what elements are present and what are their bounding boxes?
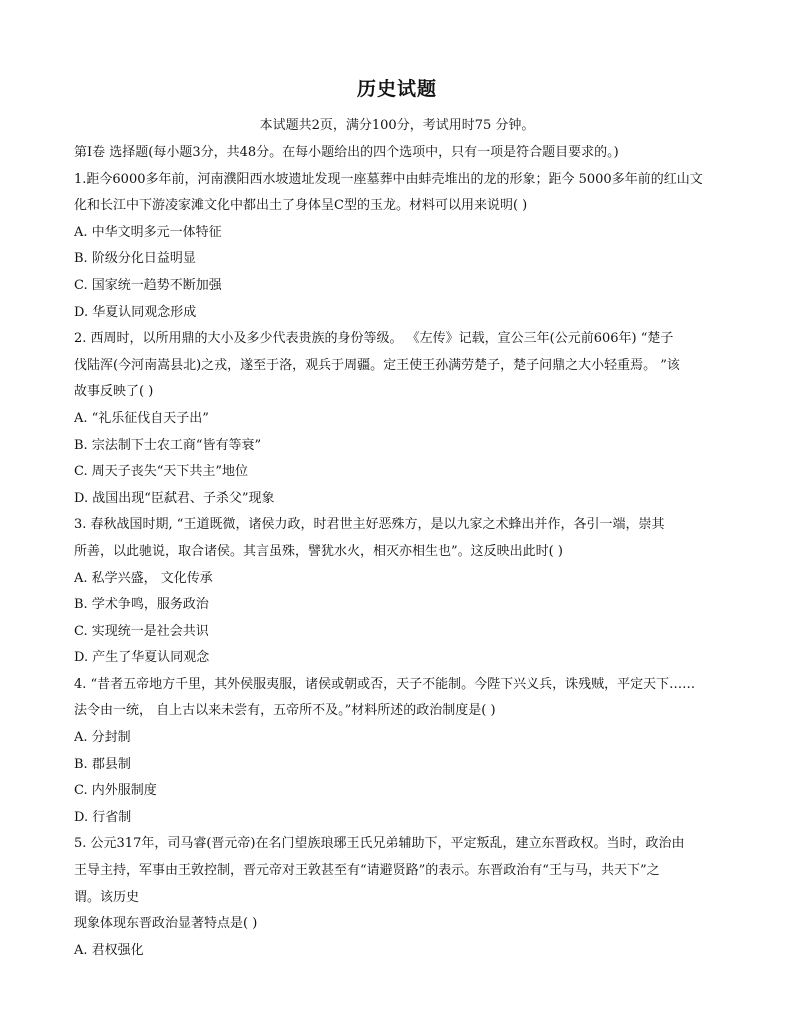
- question-5: [74, 831, 724, 964]
- exam-title: 历史试题: [356, 78, 437, 100]
- option-a: A. 中华文明多元一体特征: [74, 224, 222, 240]
- question-4: [74, 672, 724, 832]
- option-c: C. 内外服制度: [74, 783, 157, 799]
- option-d: D. 行省制: [74, 809, 132, 825]
- question-stem-line: 法令由一统， 自上古以来未尝有，五帝所不及。”材料所述的政治制度是( ): [74, 703, 496, 719]
- question-3: [74, 512, 724, 672]
- option-d: D. 产生了华夏认同观念: [74, 650, 210, 666]
- question-stem-line: 3. 春秋战国时期, “王道既微，诸侯力政，时君世主好恶殊方，是以九家之术蜂出并作，各引一端，崇其: [74, 517, 665, 533]
- question-stem-line: 5. 公元317年，司马睿(晋元帝)在名门望族琅琊王氏兄弟辅助下，平定叛乱，建立东晋政权。当时，政治由: [74, 836, 685, 852]
- question-stem-line: 所善，以此驰说，取合诸侯。其言虽殊，譬犹水火，相灭亦相生也”。这反映出此时( ): [74, 543, 563, 559]
- question-stem-line: 谓。该历史: [74, 889, 140, 905]
- question-stem-line: 现象体现东晋政治显著特点是( ): [74, 916, 258, 932]
- option-c: C. 实现统一是社会共识: [74, 623, 209, 639]
- exam-subtitle: 本试题共2页，满分100分，考试用时75 分钟。: [259, 118, 535, 133]
- question-stem-line: 王导主持，军事由王敦控制，晋元帝对王敦甚至有“请避贤路”的表示。东晋政治有“王与马，共天下”之: [74, 863, 660, 879]
- question-stem-line: 4. “昔者五帝地方千里，其外侯服夷服，诸侯或朝或否，天子不能制。今陛下兴义兵，诛残贼，平定天下……: [74, 676, 696, 692]
- option-a: A. 君权强化: [74, 942, 144, 958]
- question-stem-line: 1.距今6000多年前，河南濮阳西水坡遗址发现一座墓葬中由蚌壳堆出的龙的形象；距今 5000多年前的红山文: [74, 171, 703, 187]
- option-b: B. 郡县制: [74, 756, 131, 772]
- option-a: A. “礼乐征伐自天子出”: [74, 410, 209, 426]
- question-stem-line: 化和长江中下游凌家滩文化中都出土了身体呈C型的玉龙。材料可以用来说明( ): [74, 198, 528, 214]
- question-1: [74, 167, 724, 327]
- question-stem-line: 伐陆浑(今河南嵩县北)之戎，遂至于洛，观兵于周疆。定王使王孙满劳楚子，楚子问鼎之大小轻重焉。 ”该: [74, 357, 680, 373]
- question-stem-line: 2. 西周时，以所用鼎的大小及多少代表贵族的身份等级。 《左传》记载，宣公三年(公元前606年) “楚子: [74, 331, 674, 347]
- question-stem-line: 故事反映了( ): [74, 384, 154, 400]
- option-d: D. 华夏认同观念形成: [74, 304, 197, 320]
- section-header: 第Ⅰ卷 选择题(每小题3分，共48分。在每小题给出的四个选项中，只有一项是符合题目要求的。): [74, 145, 619, 160]
- option-a: A. 私学兴盛， 文化传承: [74, 570, 213, 586]
- option-c: C. 周天子丧失“天下共主”地位: [74, 464, 249, 480]
- option-c: C. 国家统一趋势不断加强: [74, 277, 222, 293]
- option-b: B. 阶级分化日益明显: [74, 251, 196, 267]
- option-b: B. 学术争鸣，服务政治: [74, 597, 209, 613]
- option-d: D. 战国出现“臣弑君、子杀父”现象: [74, 490, 275, 506]
- option-a: A. 分封制: [74, 730, 131, 746]
- exam-content: [74, 140, 724, 964]
- question-2: [74, 326, 724, 512]
- option-b: B. 宗法制下士农工商“皆有等衰”: [74, 437, 262, 453]
